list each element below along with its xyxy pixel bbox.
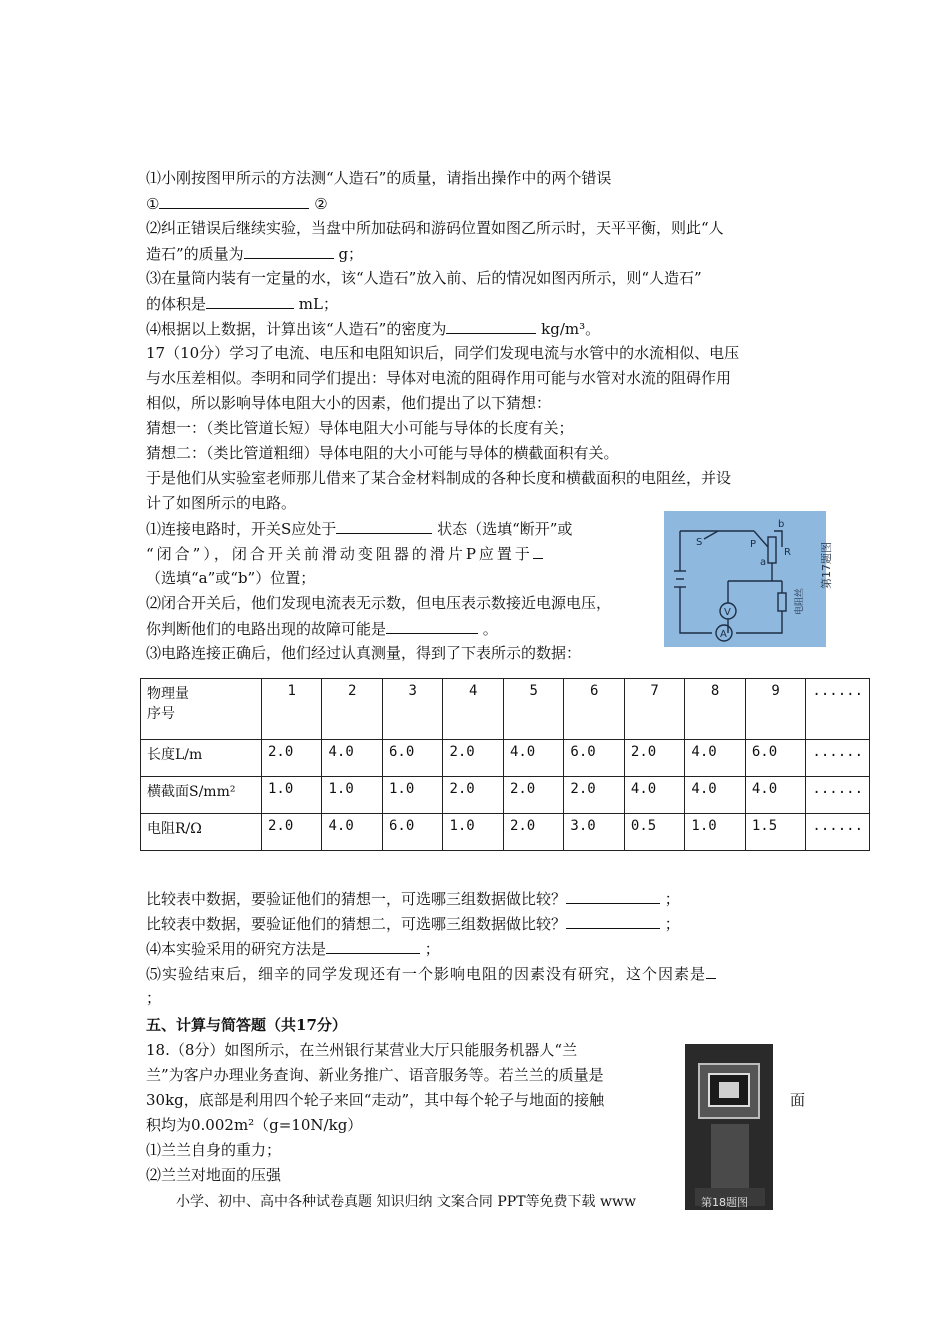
q17-guess-1: 猜想一：（类比管道长短）导体电阻大小可能与导体的长度有关； [146,419,574,437]
q16-part4: ⑷根据以上数据，计算出该“人造石”的密度为 kg/m³。 [146,317,600,340]
table-header-cell: 2 [322,679,382,740]
q18-line-2: 兰”为客户办理业务查询、新业务推广、语音服务等。若兰兰的质量是 [146,1066,604,1084]
figure-caption: 第17题图 [820,542,833,589]
q16-part3-a: ⑶在量筒内装有一定量的水，该“人造石”放入前、后的情况如图丙所示，则“人造石” [146,269,702,287]
data-table [140,678,870,851]
q18-line-4: 积均为0.002m²（g=10N/kg） [146,1116,363,1134]
q16-part3-b: 的体积是 mL； [146,292,338,315]
q17-compare-2: 比较表中数据，要验证他们的猜想二，可选哪三组数据做比较？ ； [146,912,680,935]
table-cell: ...... [806,740,870,777]
answer-blank[interactable] [206,292,294,309]
answer-blank[interactable] [336,517,432,534]
table-cell: 2.0 [262,814,322,851]
table-cell: 2.0 [262,740,322,777]
table-cell: 6.0 [745,740,806,777]
voltmeter-label: V [724,607,731,618]
answer-blank[interactable] [566,887,660,904]
table-header-cell: 5 [503,679,563,740]
table-cell: 2.0 [503,814,563,851]
table-cell: 4.0 [322,740,382,777]
table-cell: 4.0 [322,814,382,851]
resistor-wire-label: 电阻丝 [795,587,805,615]
table-header-cell: 9 [745,679,806,740]
table-cell: 1.0 [322,777,382,814]
table-header-cell: 7 [624,679,684,740]
section-title: 五、计算与简答题（共17分） [146,1016,347,1034]
table-cell: 2.0 [624,740,684,777]
q18-sub-1: ⑴兰兰自身的重力； [146,1141,282,1159]
slider-label: P [750,539,757,550]
table-row [141,777,870,814]
table-row [141,814,870,851]
table-header-cell: 8 [685,679,745,740]
q17-intro-3: 相似，所以影响导体电阻大小的因素，他们提出了以下猜想： [146,394,552,412]
q16-part1-blanks: ① ② [146,192,328,215]
circuit-diagram [664,511,833,647]
q17-guess-2: 猜想二：（类比管道粗细）导体电阻的大小可能与导体的横截面积有关。 [146,444,619,462]
table-cell: ...... [806,777,870,814]
q17-step5: ⑸实验结束后，细辛的同学发现还有一个影响电阻的因素没有研究，这个因素是 [146,962,716,985]
table-header-cell: 3 [382,679,442,740]
table-header-cell: 6 [564,679,624,740]
answer-blank[interactable] [326,937,420,954]
q17-intro-2: 与水压差相似。李明和同学们提出：导体对电流的阻碍作用可能与水管对水流的阻碍作用 [146,369,732,387]
table-cell: ...... [806,814,870,851]
table-row-label: 长度L/m [141,740,262,777]
table-cell: 2.0 [503,777,563,814]
table-cell: 6.0 [564,740,624,777]
q17-intro-4: 于是他们从实验室老师那儿借来了某合金材料制成的各种长度和横截面积的电阻丝，并设 [146,469,732,487]
q16-part2-a: ⑵纠正错误后继续实验，当盘中所加砝码和游码位置如图乙所示时，天平平衡，则此“人 [146,219,724,237]
table-header-cell: 物理量 序号 [141,679,262,740]
q17-step2-a: ⑵闭合开关后，他们发现电流表无示数，但电压表示数接近电源电压， [146,594,612,612]
q16-part2-b: 造石”的质量为 g； [146,242,363,265]
table-cell: 6.0 [382,814,442,851]
footer-text: 小学、初中、高中各种试卷真题 知识归纳 文案合同 PPT等免费下载 www [176,1194,636,1210]
table-cell: 1.0 [382,777,442,814]
table-cell: 4.0 [685,777,745,814]
robot-image [685,1044,773,1210]
q17-step3: ⑶电路连接正确后，他们经过认真测量，得到了下表所示的数据： [146,644,582,662]
table-header-cell: ...... [806,679,870,740]
table-cell: 4.0 [685,740,745,777]
robot-photo [685,1044,773,1210]
table-cell: 4.0 [624,777,684,814]
table-row-label: 电阻R/Ω [141,814,262,851]
table-cell: 4.0 [745,777,806,814]
table-row-label: 横截面S/mm² [141,777,262,814]
q17-intro-1: 17（10分）学习了电流、电压和电阻知识后，同学们发现电流与水管中的水流相似、电压 [146,344,740,362]
table-header-cell: 4 [443,679,503,740]
table-row [141,740,870,777]
table-cell: 2.0 [443,740,503,777]
answer-blank[interactable] [446,317,536,334]
terminal-a-label: a [760,557,767,568]
q18-line-3: 30kg，底部是利用四个轮子来回“走动”，其中每个轮子与地面的接触 [146,1091,605,1109]
answer-blank[interactable] [159,192,309,209]
table-header-cell: 1 [262,679,322,740]
table-cell: 4.0 [503,740,563,777]
q17-step5-end: ； [146,989,162,1007]
q17-step1-b: “闭合”），闭合开关前滑动变阻器的滑片P应置于 [146,542,543,565]
ammeter-label: A [720,629,727,640]
q17-step2-b: 你判断他们的电路出现的故障可能是 。 [146,617,498,640]
q16-part1: ⑴小刚按图甲所示的方法测“人造石”的质量，请指出操作中的两个错误 [146,169,612,187]
q17-step1-a: ⑴连接电路时，开关S应处于 状态（选填“断开”或 [146,517,572,540]
answer-blank[interactable] [706,962,716,979]
switch-label: S [696,537,703,548]
answer-blank[interactable] [386,617,478,634]
answer-blank[interactable] [566,912,660,929]
q18-line-3-end: 面 [790,1091,806,1109]
terminal-b-label: b [778,519,785,530]
table-cell: 1.0 [685,814,745,851]
q17-step4: ⑷本实验采用的研究方法是 ； [146,937,440,960]
circuit-figure [664,511,833,647]
q17-step1-c: （选填“a”或“b”）位置； [146,569,316,587]
table-cell: 2.0 [443,777,503,814]
answer-blank[interactable] [533,542,543,559]
answer-blank[interactable] [244,242,334,259]
table-cell: 3.0 [564,814,624,851]
rheostat-label: R [784,547,791,558]
q18-sub-2: ⑵兰兰对地面的压强 [146,1166,282,1184]
table-cell: 6.0 [382,740,442,777]
table-header-row [141,679,870,740]
q18-line-1: 18.（8分）如图所示，在兰州银行某营业大厅只能服务机器人“兰 [146,1041,578,1059]
photo-caption: 第18题图 [701,1196,748,1209]
table-cell: 1.0 [443,814,503,851]
q17-compare-1: 比较表中数据，要验证他们的猜想一，可选哪三组数据做比较？ ； [146,887,680,910]
table-cell: 1.0 [262,777,322,814]
table-cell: 2.0 [564,777,624,814]
table-cell: 1.5 [745,814,806,851]
table-cell: 0.5 [624,814,684,851]
q17-intro-5: 计了如图所示的电路。 [146,494,297,512]
